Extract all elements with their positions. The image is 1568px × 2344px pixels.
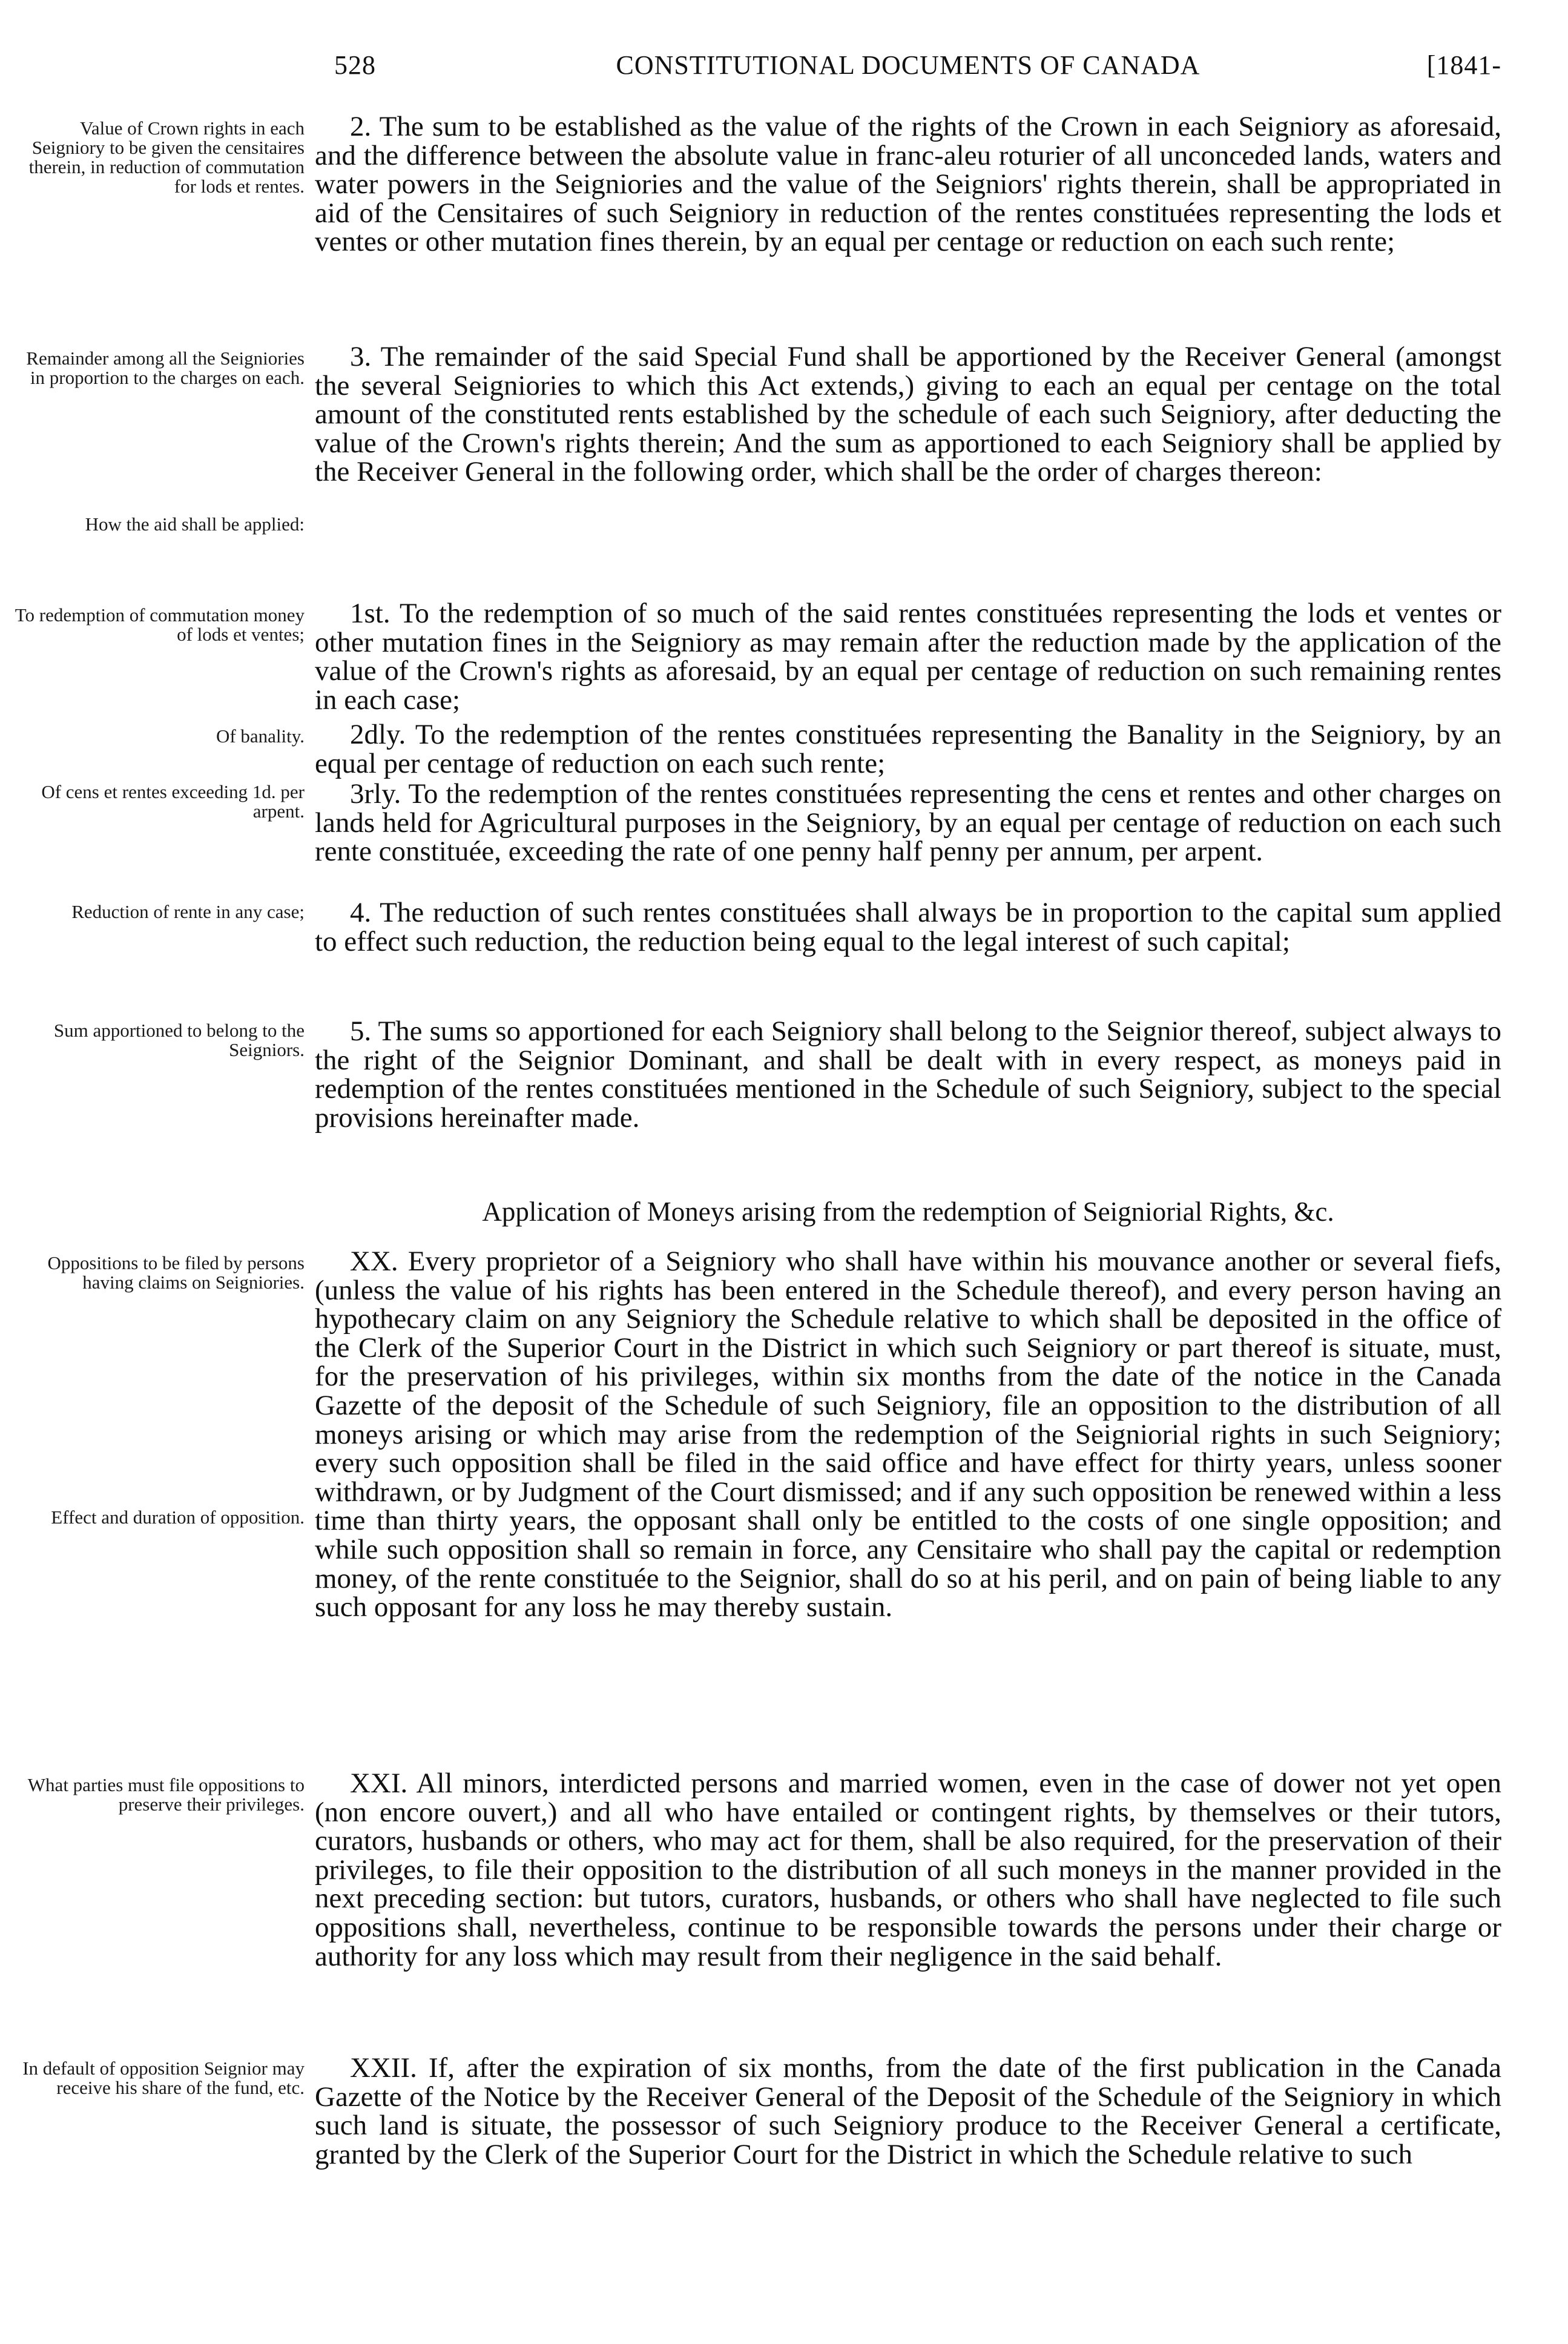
section-heading: Application of Moneys arising from the redemption of Seigniorial Rights, &c. — [482, 1197, 1334, 1227]
running-header — [315, 47, 1501, 84]
margin-note: In default of opposition Seignior may receive his share of the fund, etc. — [22, 2058, 305, 2098]
running-title: CONSTITUTIONAL DOCUMENTS OF CANADA — [616, 50, 1201, 80]
margin-note: How the aid shall be applied: — [85, 513, 305, 535]
margin-note: Remainder among all the Seigniories in proportion to the charges on each. — [26, 348, 305, 388]
margin-note: To redemption of commutation money of lods et ventes; — [15, 604, 305, 645]
margin-note: Of banality. — [216, 725, 305, 747]
paragraph: 3. The remainder of the said Special Fund shall be apportioned by the Receiver General (amongst the several Seigniories to which this Act extends,) giving to each an equal per centage on the total amount of the constituted rents established by the schedule of each such Seigniory, after deducting the value of the Crown's rights therein; And the sum as apportioned to each Seigniory shall be applied by the Receiver General in the following order, which shall be the order of charges thereon: — [315, 341, 1501, 488]
paragraph: 2dly. To the redemption of the rentes constituées representing the Banality in the Seigniory, by an equal per centage of reduction on each such rente; — [315, 719, 1501, 779]
margin-note: Reduction of rente in any case; — [71, 901, 305, 922]
paragraph: 1st. To the redemption of so much of the said rentes constituées representing the lods et ventes or other mutation fines in the Seigniory as may remain after the reduction made by the application of the value of the Crown's rights as aforesaid, by an equal per centage of reduction on such remaining rentes in each case; — [315, 598, 1501, 716]
margin-note: Oppositions to be filed by persons having claims on Seigniories. — [47, 1252, 305, 1293]
paragraph: 5. The sums so apportioned for each Seigniory shall belong to the Seignior thereof, subject always to the right of the Seignior Dominant, and shall be dealt with in every respect, as moneys paid in redemption of the rentes constituées mentioned in the Schedule of such Seigniory, subject to the special provisions hereinafter made. — [315, 1015, 1501, 1134]
margin-note: Effect and duration of opposition. — [51, 1507, 305, 1528]
page-number: 528 — [334, 50, 376, 80]
paragraph: XXII. If, after the expiration of six months, from the date of the first publication in the Canada Gazette of the Notice by the Receiver General of the Deposit of the Schedule of the Seigniory in which such land is situate, the possessor of such Seigniory produce to the Receiver General a certificate, granted by the Clerk of the Superior Court for the District in which the Schedule relative to such — [315, 2052, 1501, 2170]
paragraph: 3rly. To the redemption of the rentes constituées representing the cens et rentes and other charges on lands held for Agricultural purposes in the Seigniory, by an equal per centage of reduction on each such rente constituée, exceeding the rate of one penny half penny per annum, per arpent. — [315, 778, 1501, 868]
paragraph: XXI. All minors, interdicted persons and married women, even in the case of dower not yet open (non encore ouvert,) and all who have entailed or contingent rights, by themselves or their tutors, curators, husbands or others, who may act for them, shall be also required, for the preservation of their privileges, to file their opposition to the distribution of all such moneys in the manner provided in the next preceding section: but tutors, curators, husbands, or others who shall have neglected to file such oppositions shall, nevertheless, continue to be responsible towards the persons under their charge or authority for any loss which may result from their negligence in the said behalf. — [315, 1768, 1501, 1972]
margin-note: What parties must file oppositions to preserve their privileges. — [27, 1774, 305, 1815]
margin-note: Of cens et rentes exceeding 1d. per arpent. — [41, 781, 305, 822]
paragraph: 4. The reduction of such rentes constituées shall always be in proportion to the capital sum applied to effect such reduction, the reduction being equal to the legal interest of such capital; — [315, 897, 1501, 957]
margin-note: Value of Crown rights in each Seigniory to be given the censitaires therein, in reduction of commutation for lods et rentes. — [28, 117, 305, 197]
year-marker: [1841- — [1426, 50, 1501, 80]
paragraph: 2. The sum to be established as the value of the rights of the Crown in each Seigniory as aforesaid, and the difference between the absolute value in franc-aleu roturier of all unconceded lands, waters and water powers in the Seigniories and the value of the Seigniors' rights therein, shall be appropriated in aid of the Censitaires of such Seigniory in reduction of the rentes constituées representing the lods et ventes or other mutation fines therein, by an equal per centage or reduction on each such rente; — [315, 111, 1501, 258]
margin-note: Sum apportioned to belong to the Seigniors. — [53, 1020, 305, 1060]
paragraph: XX. Every proprietor of a Seigniory who shall have within his mouvance another or several fiefs, (unless the value of his rights has been entered in the Schedule thereof), and every person having an hypothecary claim on any Seigniory the Schedule relative to which shall be deposited in the office of the Clerk of the Superior Court in the District in which such Seigniory or part thereof is situate, must, for the preservation of his privileges, within six months from the date of the notice in the Canada Gazette of the deposit of the Schedule of such Seigniory, file an opposition to the distribution of all moneys arising or which may arise from the redemption of the Seigniorial rights in such Seigniory; every such opposition shall be filed in the said office and have effect for thirty years, unless sooner withdrawn, or by Judgment of the Court dismissed; and if any such opposition be renewed within a less time than thirty years, the opposant shall only be entitled to the costs of one single opposition; and while such opposition shall so remain in force, any Censitaire who shall pay the capital or redemption money, of the rente constituée to the Seignior, shall do so at his peril, and on pain of being liable to any such opposant for any loss he may thereby sustain. — [315, 1246, 1501, 1623]
